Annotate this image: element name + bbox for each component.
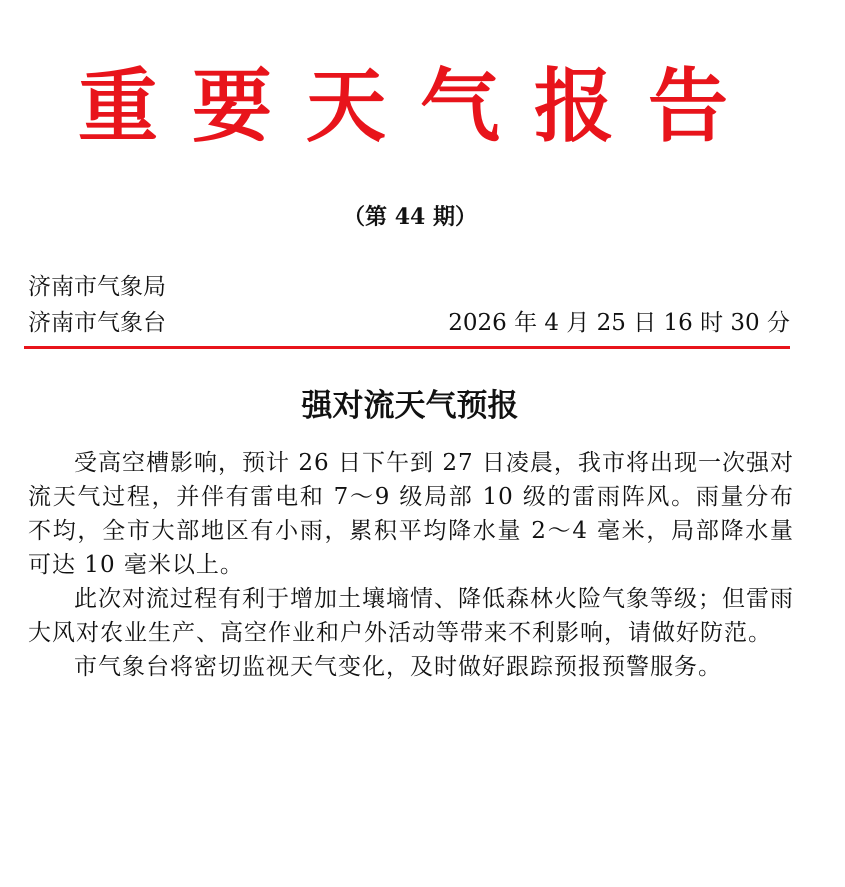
body-paragraph: 此次对流过程有利于增加土壤墒情、降低森林火险气象等级；但雷雨大风对农业生产、高空作业和户外活动等带来不利影响，请做好防范。 (28, 586, 794, 646)
issuer-bureau: 济南市气象局 (28, 274, 166, 300)
report-masthead-title: 重要天气报告 (78, 59, 762, 153)
issue-datetime: 2026 年 4 月 25 日 16 时 30 分 (448, 310, 790, 336)
report-headline: 强对流天气预报 (301, 388, 519, 424)
issue-number: （第 44 期） (343, 204, 477, 230)
red-divider (24, 346, 790, 349)
body-paragraph: 受高空槽影响，预计 26 日下午到 27 日凌晨，我市将出现一次强对流天气过程，并伴有雷电和 7～9 级局部 10 级的雷雨阵风。雨量分布不均，全市大部地区有小雨，累积平均降水量 2～4 毫米，局部降水量可达 10 毫米以上。 (28, 450, 794, 578)
issuer-observatory: 济南市气象台 (28, 310, 166, 336)
report-body (28, 446, 794, 684)
body-paragraph: 市气象台将密切监视天气变化，及时做好跟踪预报预警服务。 (74, 654, 722, 680)
